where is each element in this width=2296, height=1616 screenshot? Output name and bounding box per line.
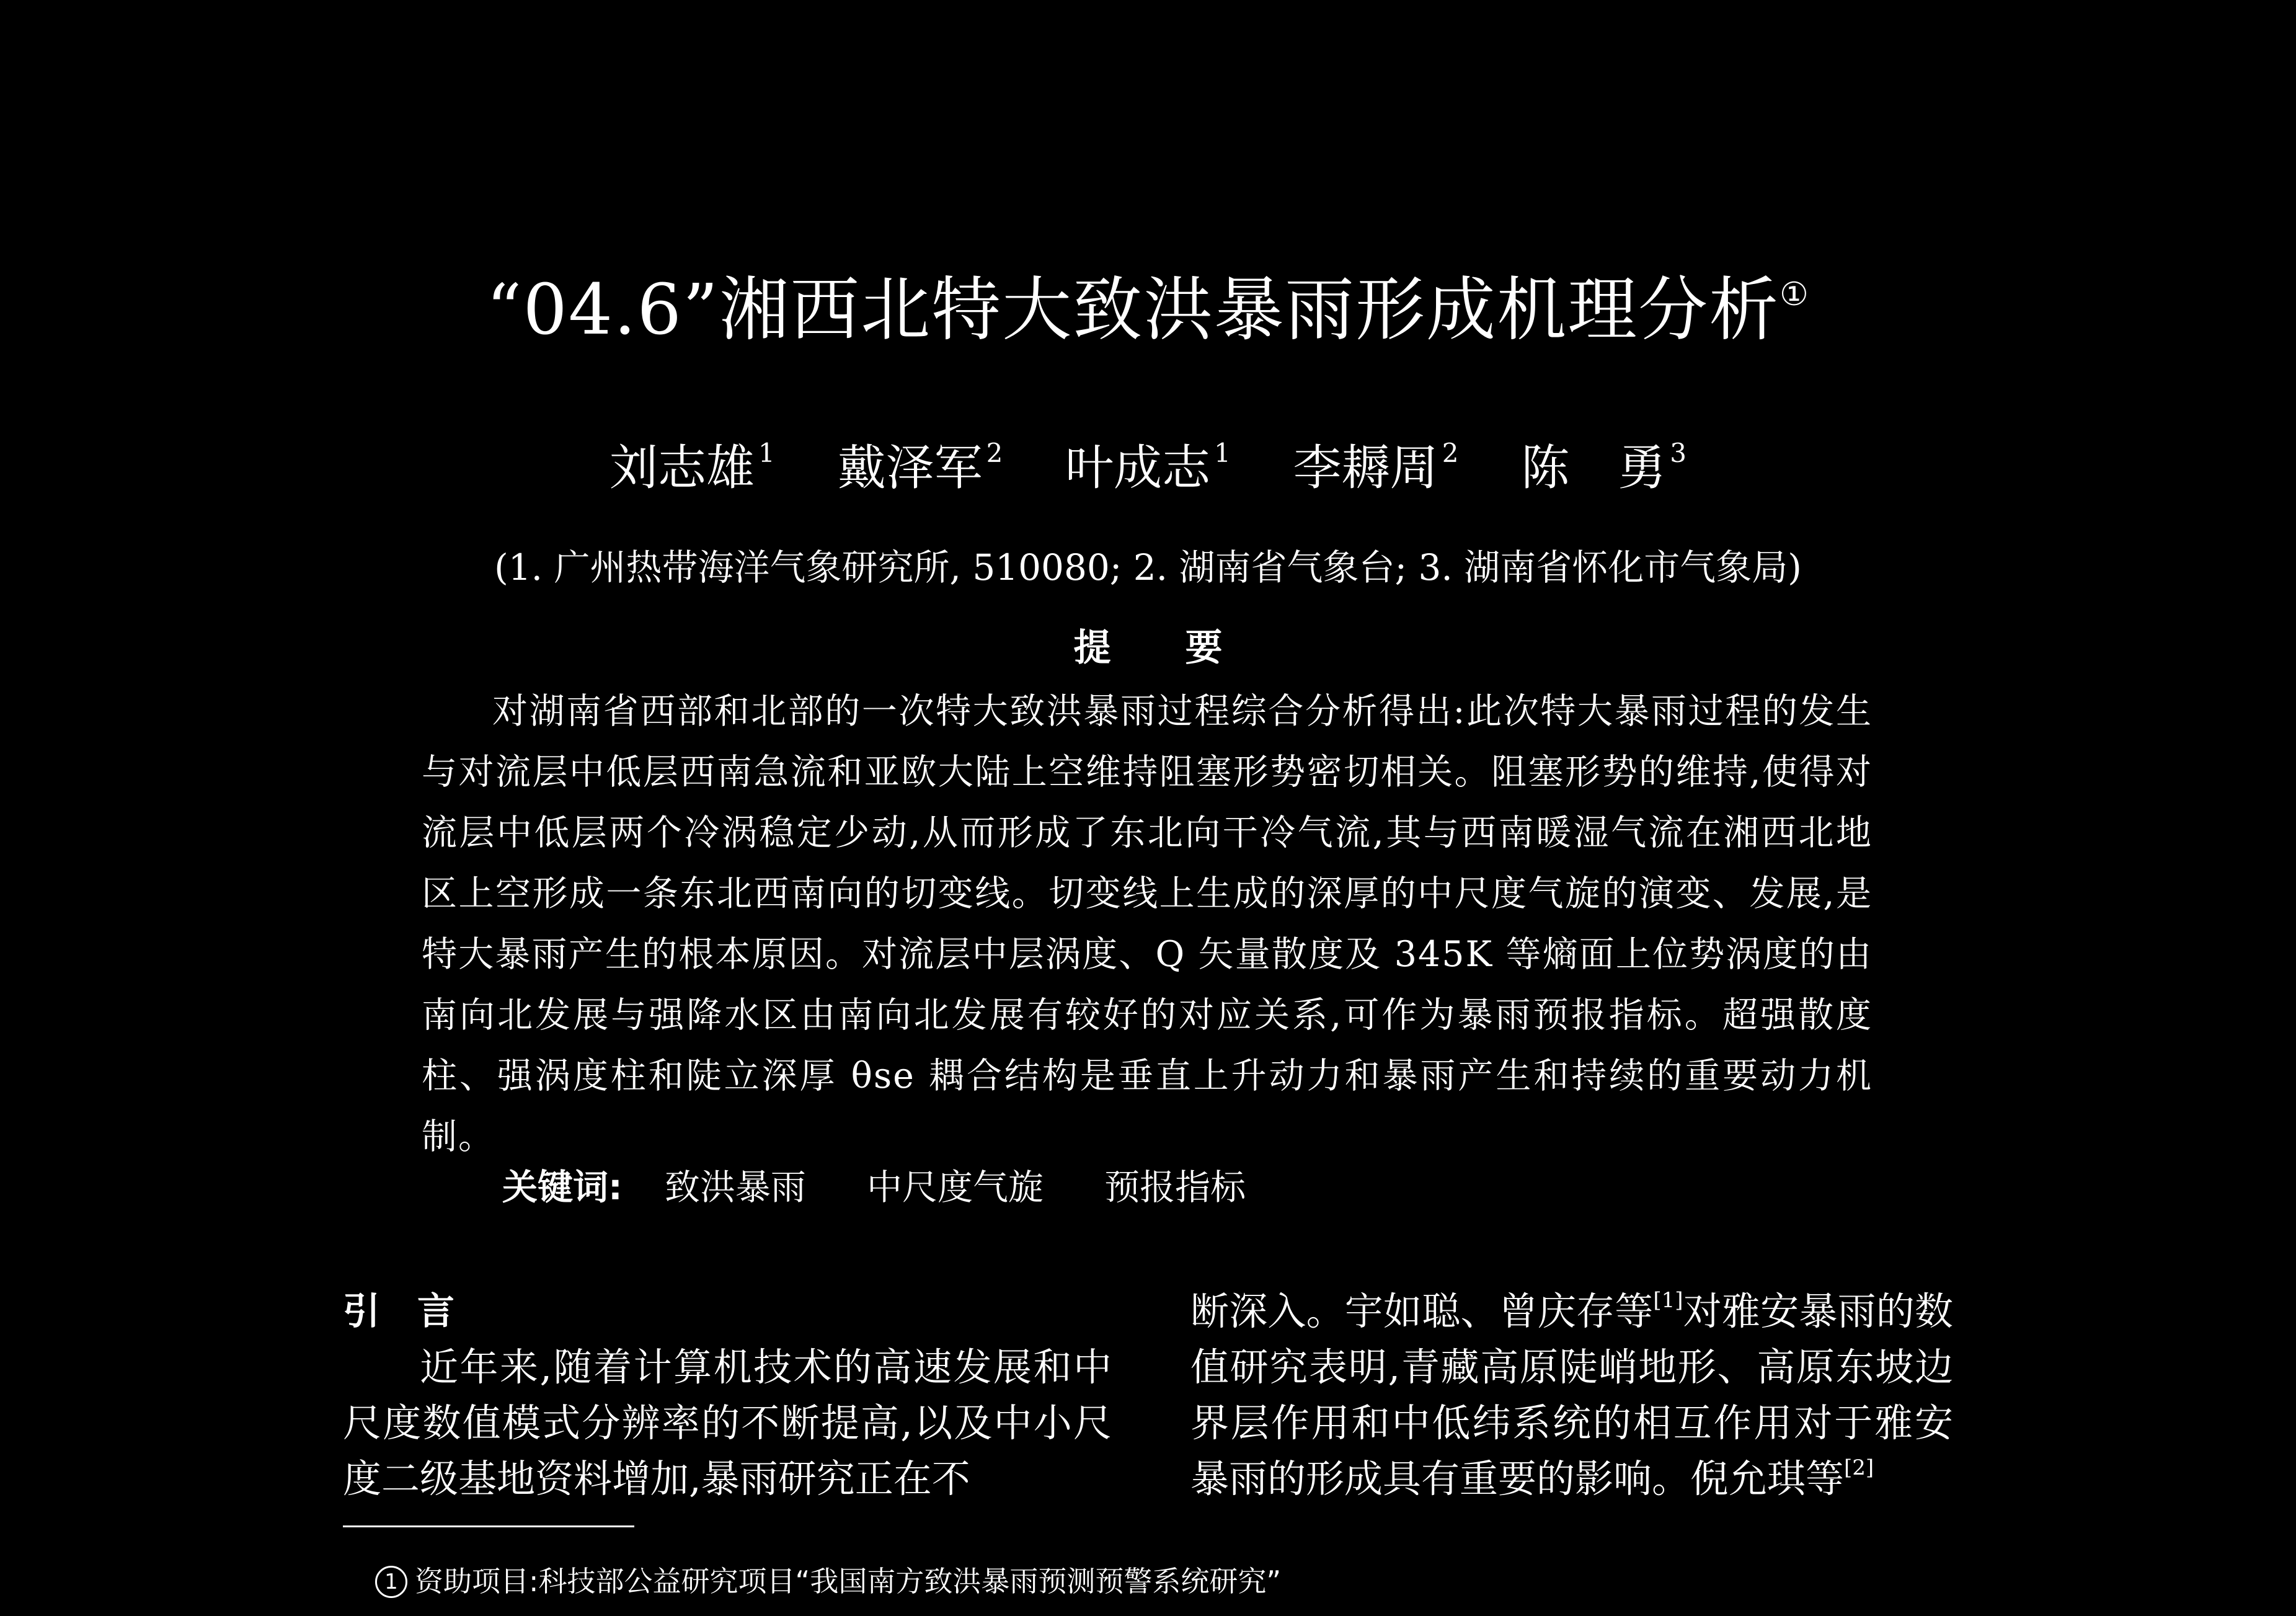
author-name: 刘志雄 bbox=[609, 440, 755, 496]
keyword: 中尺度气旋 bbox=[867, 1167, 1044, 1208]
introduction-text: 断深入。宇如聪、曾庆存等 bbox=[1190, 1289, 1654, 1334]
author-affiliation-number: 1 bbox=[758, 438, 775, 468]
introduction-left-column: 近年来,随着计算机技术的高速发展和中尺度数值模式分辨率的不断提高,以及中小尺度二级基地资料增加,暴雨研究正在不 bbox=[343, 1344, 1112, 1501]
footnote-marker: 1 bbox=[375, 1566, 407, 1598]
author-name: 戴泽军 bbox=[837, 440, 983, 496]
abstract-body: 对湖南省西部和北部的一次特大致洪暴雨过程综合分析得出:此次特大暴雨过程的发生与对流层中低层西南急流和亚欧大陆上空维持阻塞形势密切相关。阻塞形势的维持,使得对流层中低层两个冷涡稳定少动,从而形成了东北向干冷气流,其与西南暖湿气流在湘西北地区上空形成一条东北西南向的切变线。切变线上生成的深厚的中尺度气旋的演变、发展,是特大暴雨产生的根本原因。对流层中层涡度、Q 矢量散度及 345K 等熵面上位势涡度的由南向北发展与强降水区由南向北发展有较好的对应关系,可作为暴雨预报指标。超强散度柱、强涡度柱和陡立深厚 θse 耦合结构是垂直上升动力和暴雨产生和持续的重要动力机制。 bbox=[422, 691, 1873, 1157]
title-footnote-marker: ① bbox=[1780, 276, 1810, 313]
author-name: 李耨周 bbox=[1293, 440, 1438, 496]
keywords-label: 关键词: bbox=[502, 1167, 623, 1208]
author bbox=[838, 434, 1003, 502]
section-heading-introduction: 引言 bbox=[343, 1290, 492, 1333]
paper-title bbox=[0, 267, 2296, 353]
introduction-right-column bbox=[1190, 1284, 1953, 1507]
author-affiliation-number: 3 bbox=[1670, 438, 1687, 468]
author-list bbox=[0, 434, 2296, 502]
introduction-text: 对雅安暴雨的数值研究表明,青藏高原陡峭地形、高原东坡边界层作用和中低纬系统的相互作用对于雅安暴雨的形成具有重要的影响。倪允琪等 bbox=[1190, 1289, 1953, 1501]
footnote-text: 资助项目:科技部公益研究项目“我国南方致洪暴雨预测预警系统研究” bbox=[415, 1565, 1282, 1598]
affiliations: (1. 广州热带海洋气象研究所, 510080; 2. 湖南省气象台; 3. 湖南省怀化市气象局) bbox=[494, 546, 1802, 588]
paper-title-text: “04.6”湘西北特大致洪暴雨形成机理分析 bbox=[486, 270, 1780, 350]
author-affiliation-number: 2 bbox=[1442, 438, 1459, 468]
author bbox=[1293, 434, 1459, 502]
abstract-heading: 提要 bbox=[1073, 626, 1297, 670]
author bbox=[609, 434, 775, 502]
footnote-divider bbox=[343, 1525, 634, 1527]
author bbox=[1521, 434, 1687, 502]
citation-reference[interactable]: [2] bbox=[1844, 1455, 1874, 1480]
author-name: 陈 勇 bbox=[1521, 440, 1667, 496]
author bbox=[1065, 434, 1231, 502]
keyword: 预报指标 bbox=[1104, 1167, 1246, 1208]
author-affiliation-number: 1 bbox=[1214, 438, 1231, 468]
keyword: 致洪暴雨 bbox=[664, 1167, 806, 1208]
author-name: 叶成志 bbox=[1065, 440, 1211, 496]
footnote bbox=[375, 1560, 1281, 1603]
citation-reference[interactable]: [1] bbox=[1653, 1288, 1683, 1313]
keywords bbox=[502, 1160, 1295, 1215]
author-affiliation-number: 2 bbox=[986, 438, 1003, 468]
